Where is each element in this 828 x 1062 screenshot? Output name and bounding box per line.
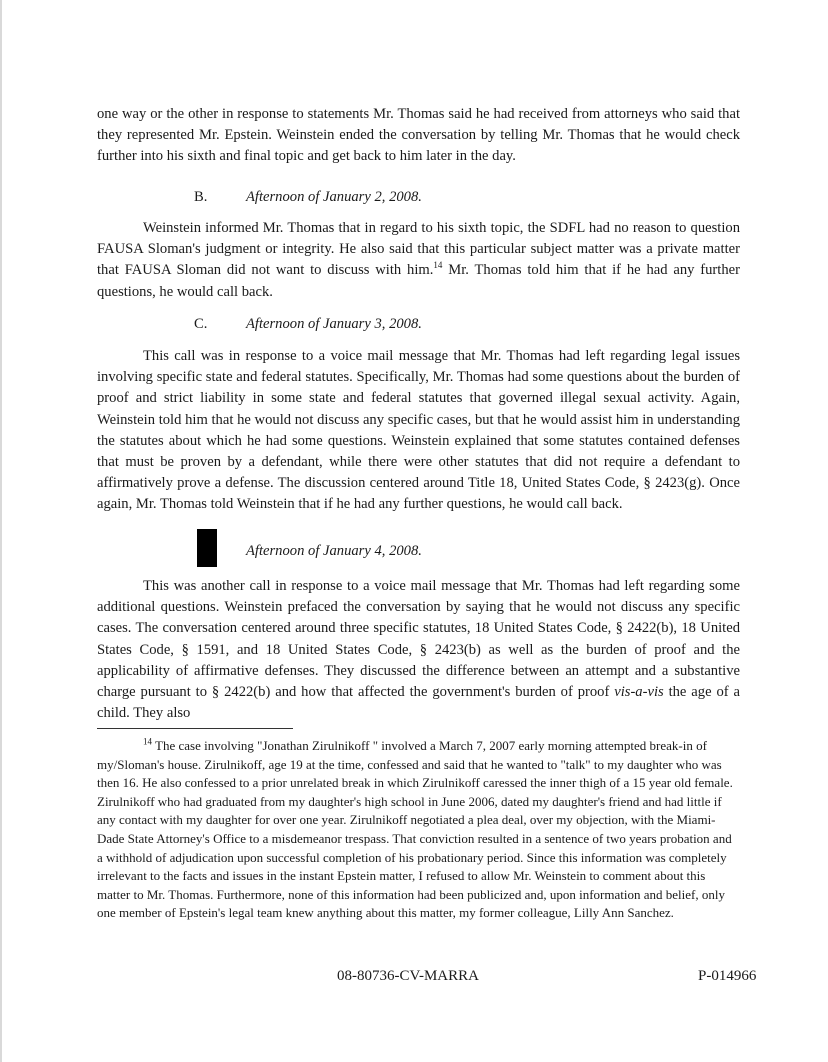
heading-section-b [194, 187, 422, 207]
footnote-number: 14 [143, 736, 152, 747]
italic-phrase: vis-a-vis [614, 684, 664, 701]
bates-number: P-014966 [698, 968, 757, 984]
paragraph-section-b [97, 218, 740, 303]
section-letter: C. [194, 316, 208, 332]
heading-section-c [194, 314, 422, 334]
footnote-text: The case involving "Jonathan Zirulnikoff " involved a March 7, 2007 early morning attempted break-in of my/Sloman's house. Zirulnikoff, age 19 at the time, confessed and said that he wanted to "talk" to my daughter who was then 16. He also confessed to a prior unrelated break in which Zirulnikoff caressed the inner thigh of a 15 year old female. Zirulnikoff who had graduated from my daughter's high school in June 2006, dated my daughter's friend and had little if any contact with my daughter for over one year. Zirulnikoff negotiated a plea deal, over my objection, with the Miami-Dade State Attorney's Office to a misdemeanor trespass. That conviction resulted in a sentence of two years probation and a withhold of adjudication upon successful completion of his probationary period. Since this information was completely irrelevant to the facts and issues in the instant Epstein matter, I refused to allow Mr. Weinstein to comment about this matter to Mr. Thomas. Furthermore, none of this information had been publicized and, upon information and belief, only one member of Epstein's legal team knew anything about this matter, my former colleague, Lilly Ann Sanchez. [97, 738, 733, 921]
case-number: 08-80736-CV-MARRA [337, 968, 479, 984]
paragraph-text: This call was in response to a voice mail message that Mr. Thomas had left regarding legal issues involving specific state and federal statutes. Specifically, Mr. Thomas had some questions about the burden of proof and strict liability in some state and federal statutes that governed illegal sexual activity. Again, Weinstein told him that he would not discuss any specific cases, but that he would assist him in understanding the statutes about which he had some questions. Weinstein explained that some statutes contained defenses that must be proven by a defendant, while there were other statutes that did not require a defendant to affirmatively prove a defense. The discussion centered around Title 18, United States Code, § 2423(g). Once again, Mr. Thomas told Weinstein that if he had any further questions, he would call back. [97, 348, 740, 513]
footnote-14 [97, 737, 740, 923]
paragraph-text: Mr. Thomas told him that if he had any further questions, he would call back. [97, 262, 740, 300]
redaction-block [197, 529, 217, 567]
heading-section-d [246, 541, 422, 561]
footnote-divider [97, 728, 293, 729]
paragraph-text: the age of a child. They also [97, 684, 740, 722]
section-letter: B. [194, 189, 208, 205]
section-title: Afternoon of January 2, 2008. [246, 189, 422, 205]
page-edge [0, 0, 2, 1062]
section-title: Afternoon of January 3, 2008. [246, 316, 422, 332]
paragraph-section-d [97, 576, 740, 724]
paragraph-section-c [97, 346, 740, 516]
paragraph-text: This was another call in response to a voice mail message that Mr. Thomas had left regarding some additional questions. Weinstein prefaced the conversation by saying that he would not discuss any specific cases. The conversation centered around three specific statutes, 18 United States Code, § 2422(b), 18 United States Code, § 1591, and 18 United States Code, § 2423(b) as well as the burden of proof and the applicability of affirmative defenses. They discussed the difference between an attempt and a substantive charge pursuant to § 2422(b) and how that affected the government's burden of proof [97, 578, 740, 701]
paragraph-text: one way or the other in response to statements Mr. Thomas said he had received from attorneys who said that they represented Mr. Epstein. Weinstein ended the conversation by telling Mr. Thomas that he would check further into his sixth and final topic and get back to him later in the day. [97, 106, 740, 165]
section-title: Afternoon of January 4, 2008. [246, 543, 422, 559]
paragraph-text: Weinstein informed Mr. Thomas that in regard to his sixth topic, the SDFL had no reason to question FAUSA Sloman's judgment or integrity. He also said that this particular subject matter was a private matter that FAUSA Sloman did not want to discuss with him. [97, 220, 740, 279]
footnote-reference: 14 [433, 260, 443, 271]
paragraph-continuation [97, 104, 740, 168]
